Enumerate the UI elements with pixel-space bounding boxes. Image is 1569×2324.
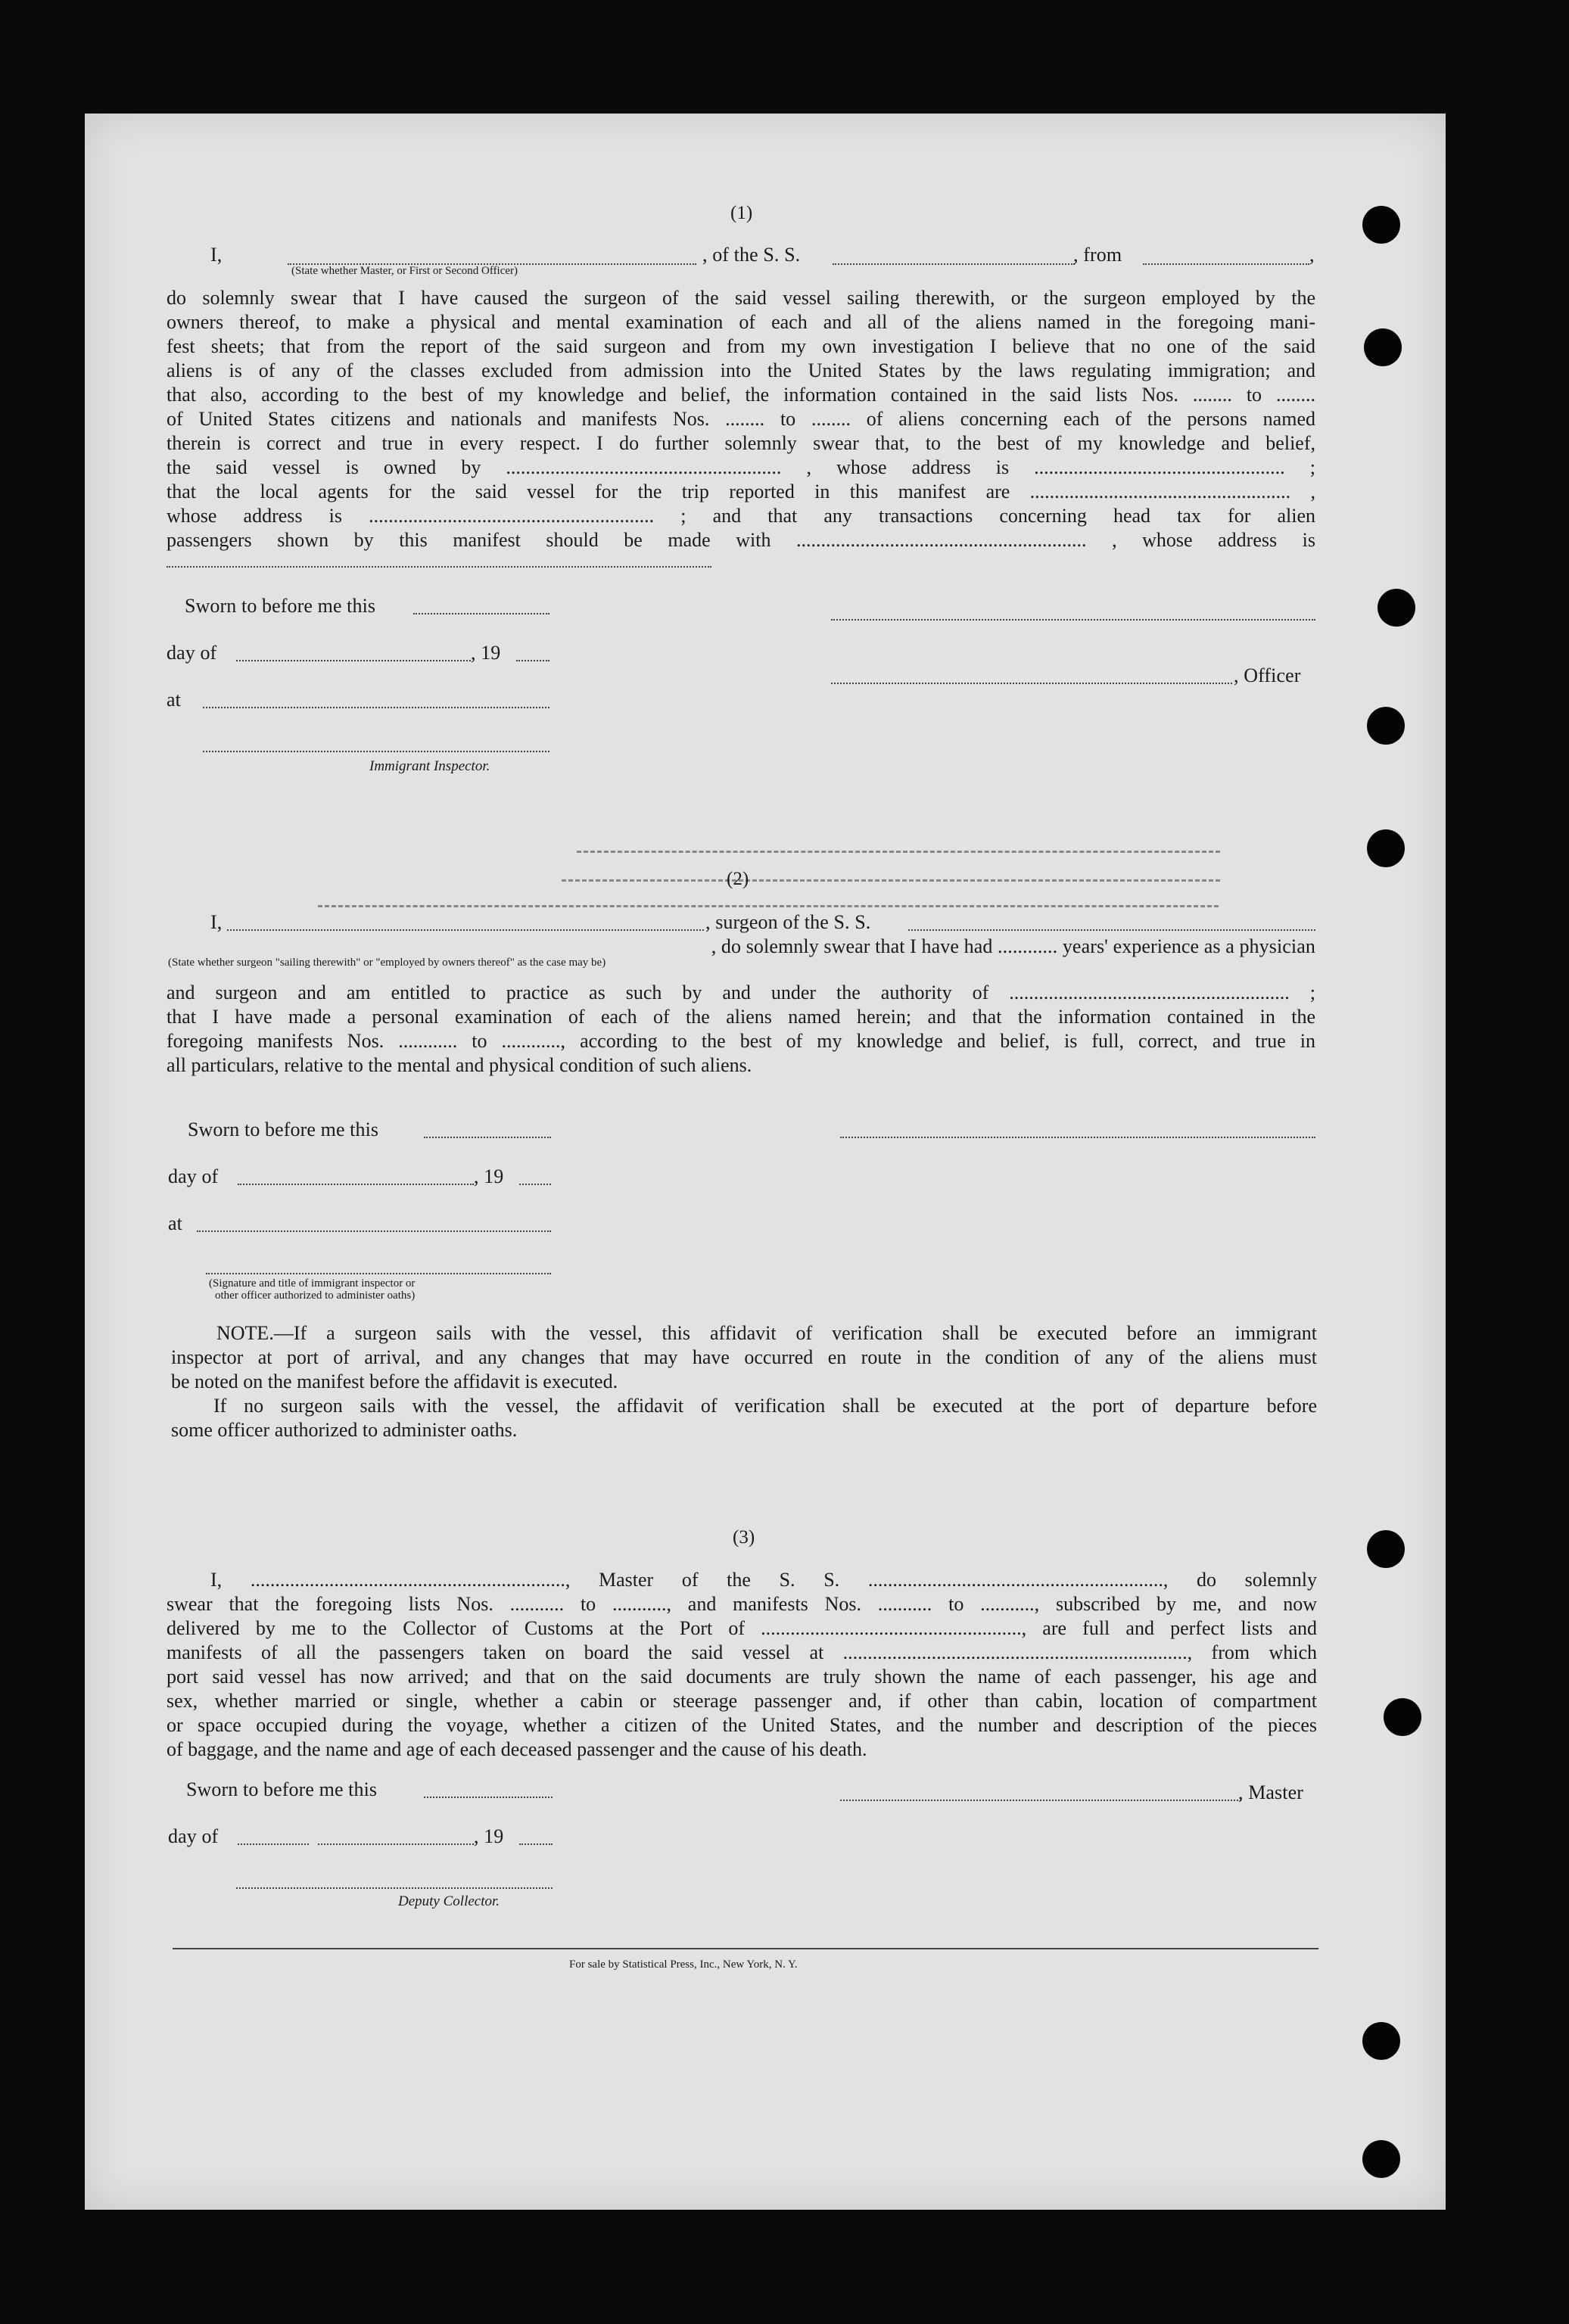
- section-2-line: that I have made a personal examination of each of the aliens named herein; and that the information contained in the: [167, 1006, 1315, 1028]
- section-2-caption: (State whether surgeon "sailing therewith" or "employed by owners thereof" as the case may be): [168, 957, 606, 969]
- bleed-through-line: [318, 905, 1219, 907]
- section-1-line: the said vessel is owned by ........................................................ , whose address is ................................................... ;: [167, 456, 1315, 478]
- section-1-line: therein is correct and true in every respect. I do further solemnly swear that, to the best of my knowledge and belief,: [167, 432, 1315, 454]
- section-3-line: delivered by me to the Collector of Customs at the Port of ....................................................., are full and perfect lists and: [167, 1617, 1317, 1639]
- section-3-collector-signature-line[interactable]: [236, 1887, 553, 1889]
- section-3-master: , Master: [1238, 1781, 1303, 1803]
- section-1-at-field[interactable]: [203, 707, 549, 708]
- note-line: NOTE.—If a surgeon sails with the vessel, this affidavit of verification shall be executed before an immigrant: [216, 1322, 1317, 1344]
- section-3-line: I, ................................................................, Master of the S. S. ............................................................, do solemnly: [210, 1569, 1317, 1591]
- section-2-sworn-field[interactable]: [424, 1137, 551, 1138]
- section-3-master-signature-line[interactable]: [840, 1800, 1241, 1801]
- punch-hole-5: [1367, 829, 1405, 867]
- section-1-at: at: [167, 689, 181, 711]
- section-3-line: manifests of all the passengers taken on board the said vessel at ......................................................................, from which: [167, 1641, 1317, 1663]
- section-3-oath-text: [167, 1568, 1317, 1762]
- section-2-sworn: Sworn to before me this: [188, 1118, 379, 1140]
- section-1-inspector-signature-line[interactable]: [203, 751, 549, 752]
- section-2-signature-caption-2: other officer authorized to administer oaths): [215, 1290, 416, 1302]
- note-line: If no surgeon sails with the vessel, the affidavit of verification shall be executed at the port of departure before: [213, 1395, 1317, 1417]
- section-1-line: aliens is of any of the classes excluded from admission into the United States by the laws regulating immigration; and: [167, 359, 1315, 381]
- section-2-signature-caption-1: (Signature and title of immigrant inspector or: [209, 1277, 416, 1290]
- section-1-sworn: Sworn to before me this: [185, 595, 376, 617]
- note-line: inspector at port of arrival, and any changes that may have occurred en route in the condition of any of the aliens must: [171, 1346, 1317, 1368]
- section-1-line: do solemnly swear that I have caused the surgeon of the said vessel sailing therewith, or the surgeon employed by the: [167, 287, 1315, 309]
- footer-printer-credit: For sale by Statistical Press, Inc., New York, N. Y.: [569, 1958, 798, 1971]
- bleed-through-line: [562, 879, 1220, 882]
- section-1-line: that the local agents for the said vessel for the trip reported in this manifest are ..................................................... ,: [167, 481, 1315, 502]
- section-2-at-field[interactable]: [197, 1230, 551, 1232]
- section-1-head-tax-address-field[interactable]: [167, 566, 711, 568]
- section-1-i: I,: [210, 244, 223, 266]
- section-2-line: and surgeon and am entitled to practice as such by and under the authority of ......................................................... ;: [167, 982, 1315, 1003]
- note-line: be noted on the manifest before the affidavit is executed.: [171, 1370, 618, 1392]
- section-3-line: or space occupied during the voyage, whether a citizen of the United States, and the number and description of the pieces: [167, 1714, 1317, 1736]
- section-3-line: swear that the foregoing lists Nos. ........... to ..........., and manifests Nos. ........... to ..........., subscribed by me, and now: [167, 1593, 1317, 1615]
- section-2-at: at: [168, 1212, 182, 1234]
- section-2-officer-signature-line[interactable]: [206, 1273, 551, 1274]
- section-1-inspector-caption: Immigrant Inspector.: [369, 758, 490, 774]
- punch-hole-9: [1362, 2140, 1400, 2178]
- footer-rule: [173, 1948, 1318, 1949]
- section-2-years-line: , do solemnly swear that I have had ............ years' experience as a physician: [711, 935, 1315, 957]
- punch-hole-2: [1364, 328, 1402, 366]
- section-1-from: , from: [1073, 244, 1122, 266]
- section-1-ship-field[interactable]: [833, 263, 1075, 265]
- punch-hole-6: [1367, 1530, 1405, 1568]
- section-1-day-field[interactable]: [236, 660, 471, 661]
- section-3-year-field[interactable]: [519, 1843, 553, 1845]
- section-1-line: passengers shown by this manifest should be made with ........................................................... , whose address is: [167, 529, 1315, 551]
- section-2-ship-field[interactable]: [908, 929, 1315, 931]
- section-3-line: port said vessel has now arrived; and that on the said documents are truly shown the name of each passenger, his age and: [167, 1666, 1317, 1688]
- section-2-line: foregoing manifests Nos. ............ to ............, according to the best of my knowledge and belief, is full, correct, and true in: [167, 1030, 1315, 1052]
- section-2-19: , 19: [474, 1165, 504, 1187]
- section-2-year-field[interactable]: [519, 1184, 551, 1185]
- section-1-line: whose address is .......................................................... ; and that any transactions concerning head tax for alien: [167, 505, 1315, 527]
- punch-hole-3: [1378, 589, 1415, 627]
- punch-hole-4: [1367, 707, 1405, 745]
- section-1-line: owners thereof, to make a physical and mental examination of each and all of the aliens named in the foregoing mani-: [167, 311, 1315, 333]
- section-2-day-of: day of: [168, 1165, 219, 1187]
- section-2-surgeon-signature-line[interactable]: [840, 1137, 1315, 1138]
- section-1-from-field[interactable]: [1143, 263, 1309, 265]
- section-3-sworn: Sworn to before me this: [186, 1778, 378, 1800]
- section-1-sworn-field[interactable]: [413, 613, 549, 614]
- section-1-comma: ,: [1309, 244, 1315, 266]
- section-1-19: , 19: [471, 642, 501, 664]
- section-1-number: (1): [730, 203, 753, 223]
- section-2-line: all particulars, relative to the mental and physical condition of such aliens.: [167, 1054, 752, 1076]
- section-3-sworn-field[interactable]: [424, 1797, 553, 1798]
- note-line: some officer authorized to administer oaths.: [171, 1419, 518, 1441]
- section-1-year-field[interactable]: [516, 660, 549, 661]
- section-1-officer: , Officer: [1234, 664, 1301, 686]
- section-2-oath-text: [167, 981, 1315, 1078]
- section-1-line: that also, according to the best of my knowledge and belief, the information contained in the said lists Nos. ........ to ........: [167, 384, 1315, 406]
- section-2-surgeon-of: , surgeon of the S. S.: [705, 911, 871, 933]
- section-1-caption: (State whether Master, or First or Second Officer): [291, 265, 518, 277]
- section-1-oath-text: [167, 286, 1315, 552]
- section-1-officer-signature-line[interactable]: [831, 683, 1232, 684]
- section-3-month-field[interactable]: [318, 1843, 474, 1845]
- section-2-day-field[interactable]: [238, 1184, 474, 1185]
- section-3-number: (3): [733, 1527, 755, 1548]
- section-3-line: of baggage, and the name and age of each deceased passenger and the cause of his death.: [167, 1738, 867, 1760]
- bleed-through-line: [577, 851, 1220, 853]
- section-3-line: sex, whether married or single, whether a cabin or steerage passenger and, if other than cabin, location of compartment: [167, 1690, 1317, 1712]
- section-3-day-of: day of: [168, 1825, 219, 1847]
- punch-hole-7: [1384, 1698, 1421, 1736]
- punch-hole-8: [1362, 2022, 1400, 2060]
- section-2-i: I,: [210, 911, 223, 933]
- section-3-19: , 19: [474, 1825, 504, 1847]
- section-3-day-field[interactable]: [238, 1843, 309, 1845]
- section-2-number: (2): [727, 869, 749, 889]
- section-3-deputy-caption: Deputy Collector.: [398, 1893, 500, 1909]
- punch-hole-1: [1362, 206, 1400, 244]
- section-2-name-field[interactable]: [227, 929, 704, 931]
- section-2-note: [171, 1321, 1317, 1442]
- section-1-day-of: day of: [167, 642, 217, 664]
- section-1-line: fest sheets; that from the report of the said surgeon and from my own investigation I believe that no one of the said: [167, 335, 1315, 357]
- section-1-of-ss: , of the S. S.: [702, 244, 801, 266]
- section-1-officer-signature-line-top[interactable]: [831, 619, 1315, 621]
- section-1-line: of United States citizens and nationals and manifests Nos. ........ to ........ of aliens concerning each of the persons named: [167, 408, 1315, 430]
